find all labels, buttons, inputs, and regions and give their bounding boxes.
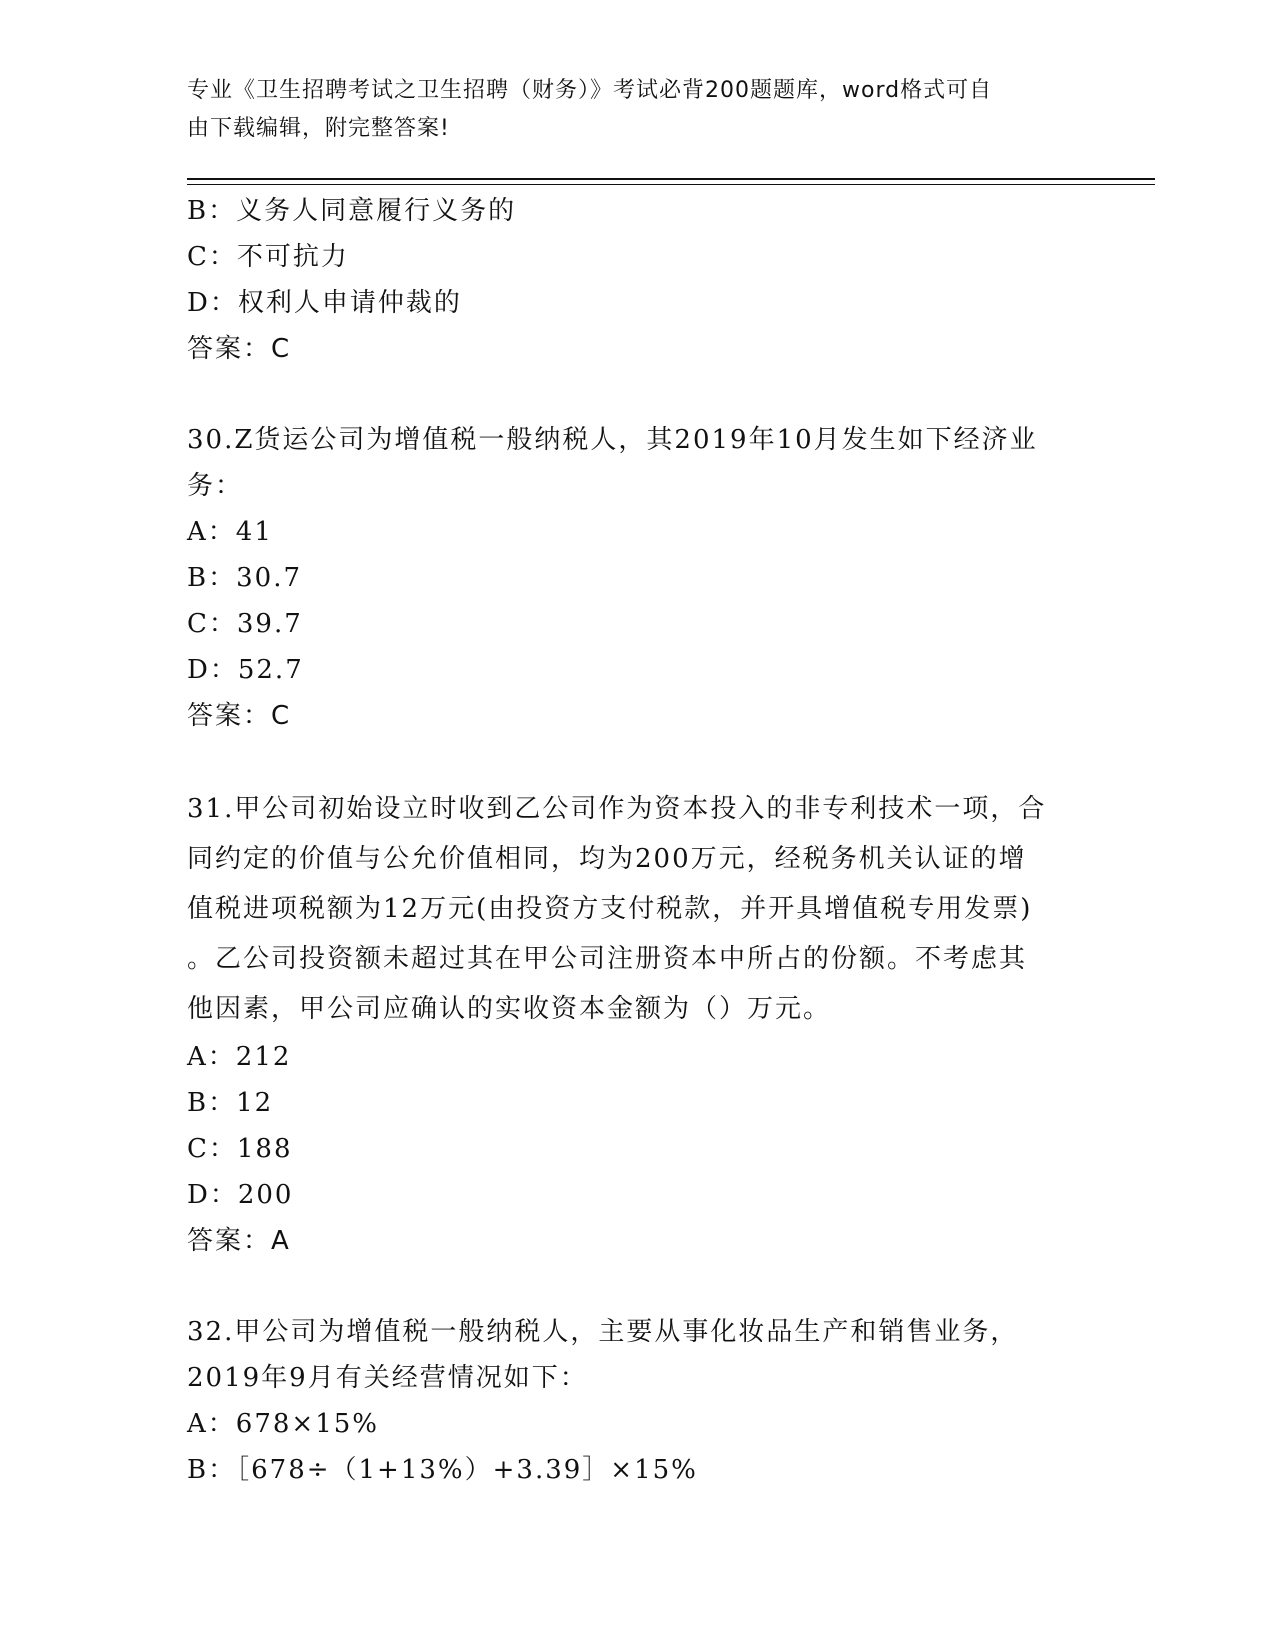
- header-rule-thick: [187, 178, 1155, 180]
- question-stem-line: 他因素，甲公司应确认的实收资本金额为（）万元。: [187, 994, 832, 1024]
- question-stem-line: 2019年9月有关经营情况如下：: [187, 1363, 588, 1393]
- question-31: [187, 784, 1087, 1264]
- header-line-1: 专业《卫生招聘考试之卫生招聘（财务）》考试必背200题题库，word格式可自: [187, 78, 993, 103]
- option-c: C：188: [187, 1134, 293, 1164]
- spacer: [187, 739, 1087, 784]
- answer-line: 答案：C: [187, 701, 292, 731]
- option-a: A：41: [187, 517, 273, 547]
- option-c: C：不可抗力: [187, 242, 349, 272]
- option-d: D：200: [187, 1180, 294, 1210]
- question-stem-line: 务：: [187, 471, 244, 501]
- question-29: [187, 188, 1087, 372]
- option-a: A：678×15%: [187, 1409, 379, 1439]
- question-content: [187, 188, 1087, 1493]
- option-a: A：212: [187, 1042, 292, 1072]
- option-d: D：权利人申请仲裁的: [187, 288, 462, 318]
- header-line-2: 由下载编辑，附完整答案!: [187, 116, 450, 141]
- question-stem: [187, 784, 1087, 1034]
- header-rule-thin: [187, 184, 1155, 185]
- question-30: [187, 417, 1087, 739]
- option-c: C：39.7: [187, 609, 303, 639]
- option-b: B：12: [187, 1088, 274, 1118]
- option-b: B：义务人同意履行义务的: [187, 196, 517, 226]
- answer-line: 答案：C: [187, 334, 292, 364]
- option-b: B：30.7: [187, 563, 302, 593]
- question-stem-line: 31.甲公司初始设立时收到乙公司作为资本投入的非专利技术一项，合: [187, 794, 1047, 824]
- option-b: B：［678÷（1+13%）+3.39］×15%: [187, 1455, 698, 1485]
- spacer: [187, 1264, 1087, 1309]
- answer-line: 答案：A: [187, 1226, 291, 1256]
- question-32: [187, 1309, 1087, 1493]
- question-stem-line: 30.Z货运公司为增值税一般纳税人，其2019年10月发生如下经济业: [187, 425, 1038, 455]
- question-stem-line: 。乙公司投资额未超过其在甲公司注册资本中所占的份额。不考虑其: [187, 944, 1028, 974]
- question-stem-line: 同约定的价值与公允价值相同，均为200万元，经税务机关认证的增: [187, 844, 1027, 874]
- option-d: D：52.7: [187, 655, 304, 685]
- question-stem-line: 32.甲公司为增值税一般纳税人，主要从事化妆品生产和销售业务，: [187, 1317, 1019, 1347]
- spacer: [187, 372, 1087, 417]
- question-stem-line: 值税进项税额为12万元(由投资方支付税款，并开具增值税专用发票): [187, 894, 1033, 924]
- page-header: [187, 72, 1067, 148]
